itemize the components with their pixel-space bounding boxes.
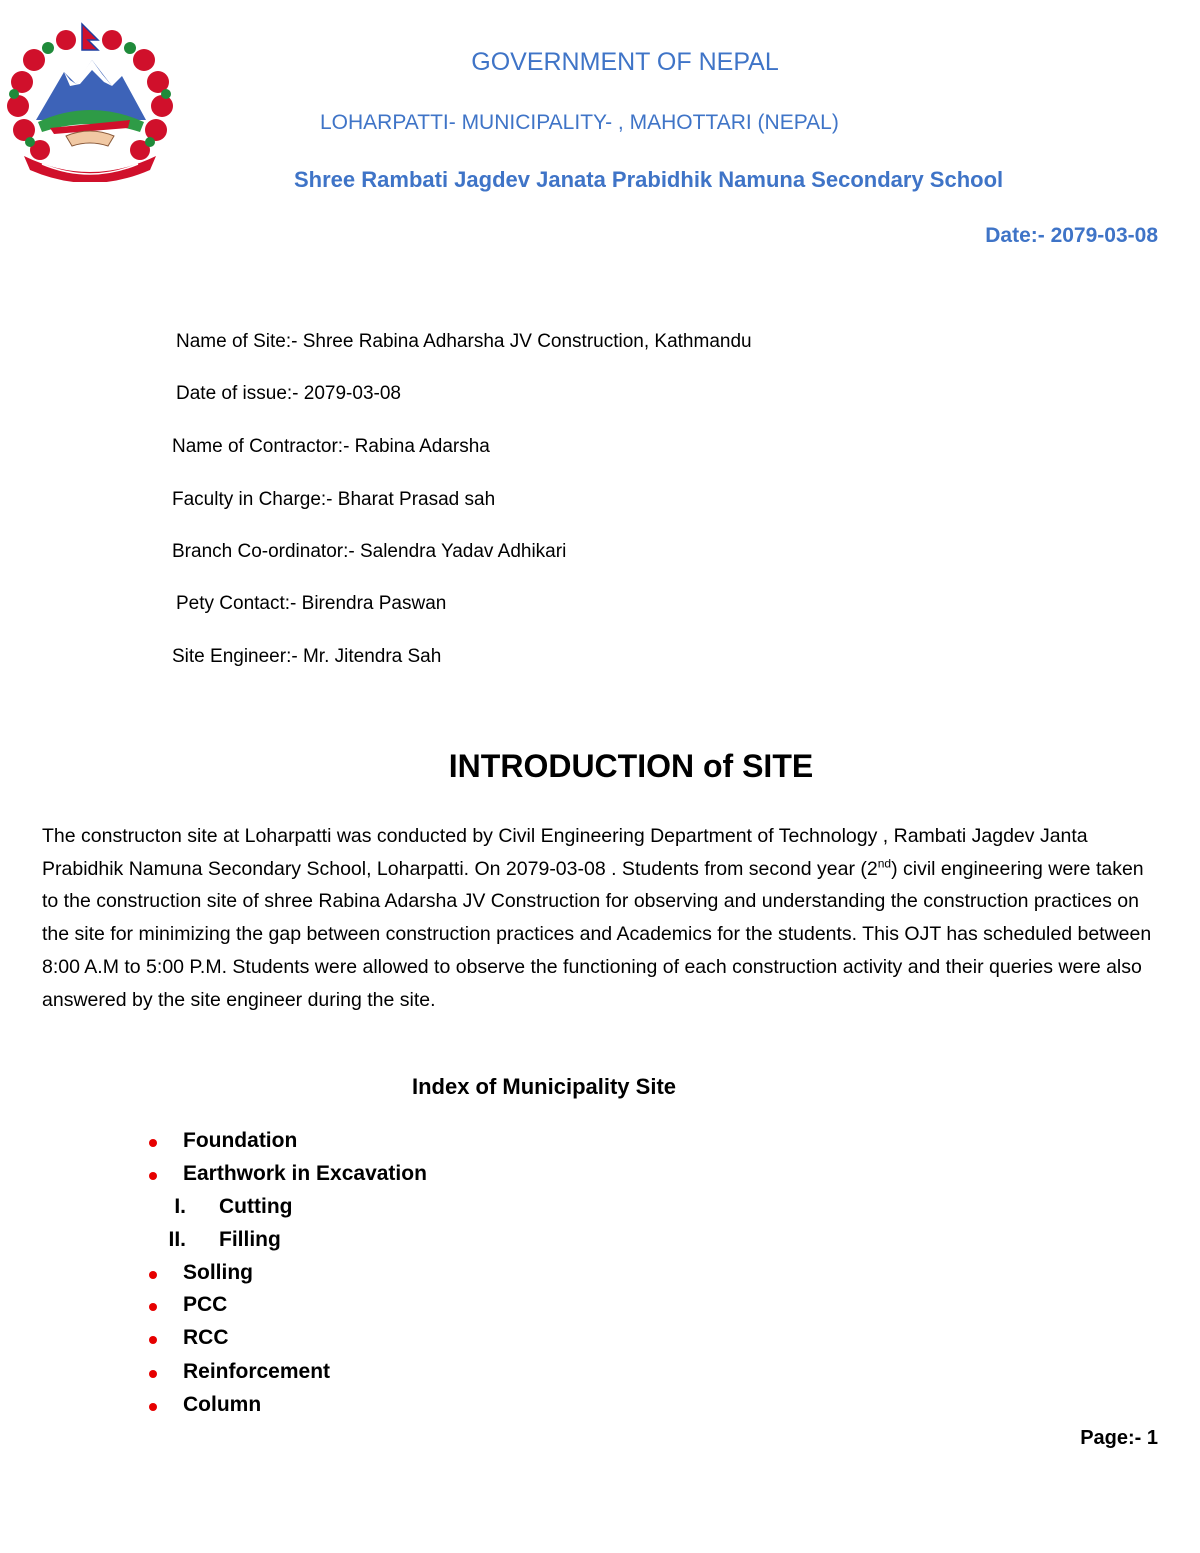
bullet-icon — [149, 1271, 157, 1279]
page-number: Page:- 1 — [1080, 1427, 1158, 1449]
faculty-in-charge: Faculty in Charge:- Bharat Prasad sah — [172, 489, 496, 510]
list-item: PCC — [183, 1293, 228, 1316]
list-numeral: I. — [174, 1195, 186, 1218]
list-item: Solling — [183, 1261, 253, 1284]
introduction-title: INTRODUCTION of SITE — [448, 748, 814, 784]
list-subitem: Filling — [219, 1228, 281, 1251]
ordinal-superscript: nd — [877, 856, 892, 871]
list-subitem: Cutting — [219, 1195, 293, 1218]
contractor-name: Name of Contractor:- Rabina Adarsha — [172, 436, 490, 457]
government-heading: GOVERNMENT OF NEPAL — [471, 48, 779, 76]
branch-coordinator: Branch Co-ordinator:- Salendra Yadav Adhikari — [172, 541, 567, 562]
bullet-icon — [149, 1139, 157, 1147]
municipality-heading: LOHARPATTI- MUNICIPALITY- , MAHOTTARI (NEPAL) — [320, 111, 839, 134]
index-title: Index of Municipality Site — [411, 1074, 677, 1099]
introduction-paragraph — [42, 820, 1158, 1016]
list-item: Column — [183, 1393, 262, 1416]
school-heading: Shree Rambati Jagdev Janata Prabidhik Namuna Secondary School — [294, 167, 1004, 192]
list-item: Earthwork in Excavation — [183, 1162, 427, 1185]
list-numeral: II. — [168, 1228, 186, 1251]
header-date: Date:- 2079-03-08 — [985, 224, 1158, 247]
bullet-icon — [149, 1370, 157, 1378]
list-item: RCC — [183, 1326, 229, 1349]
bullet-icon — [149, 1172, 157, 1180]
bullet-icon — [149, 1303, 157, 1311]
nepal-emblem — [4, 20, 176, 182]
bullet-icon — [149, 1403, 157, 1411]
list-item: Reinforcement — [183, 1360, 331, 1383]
para-part-2: ) civil engineering were taken to the construction site of shree Rabina Adarsha JV Construction for observing and understanding the construction practices on the site for minimizing the gap between construction practices and Academics for the students. This OJT has scheduled between 8:00 A.M to 5:00 P.M. Students were allowed to observe the functioning of each construction activity and their queries were also answered by the site engineer during the site. — [42, 857, 1152, 1011]
pety-contact: Pety Contact:- Birendra Paswan — [176, 593, 447, 614]
issue-date: Date of issue:- 2079-03-08 — [176, 383, 401, 404]
list-item: Foundation — [183, 1129, 298, 1152]
site-name: Name of Site:- Shree Rabina Adharsha JV Construction, Kathmandu — [176, 331, 752, 352]
site-engineer: Site Engineer:- Mr. Jitendra Sah — [172, 646, 442, 667]
para-part-1: The constructon site at Loharpatti was conducted by Civil Engineering Department of Technology , Rambati Jagdev Janta Prabidhik Namuna Secondary School, Loharpatti. On 2079-03-08 . Students from second year (2 — [42, 825, 1088, 880]
bullet-icon — [149, 1336, 157, 1344]
